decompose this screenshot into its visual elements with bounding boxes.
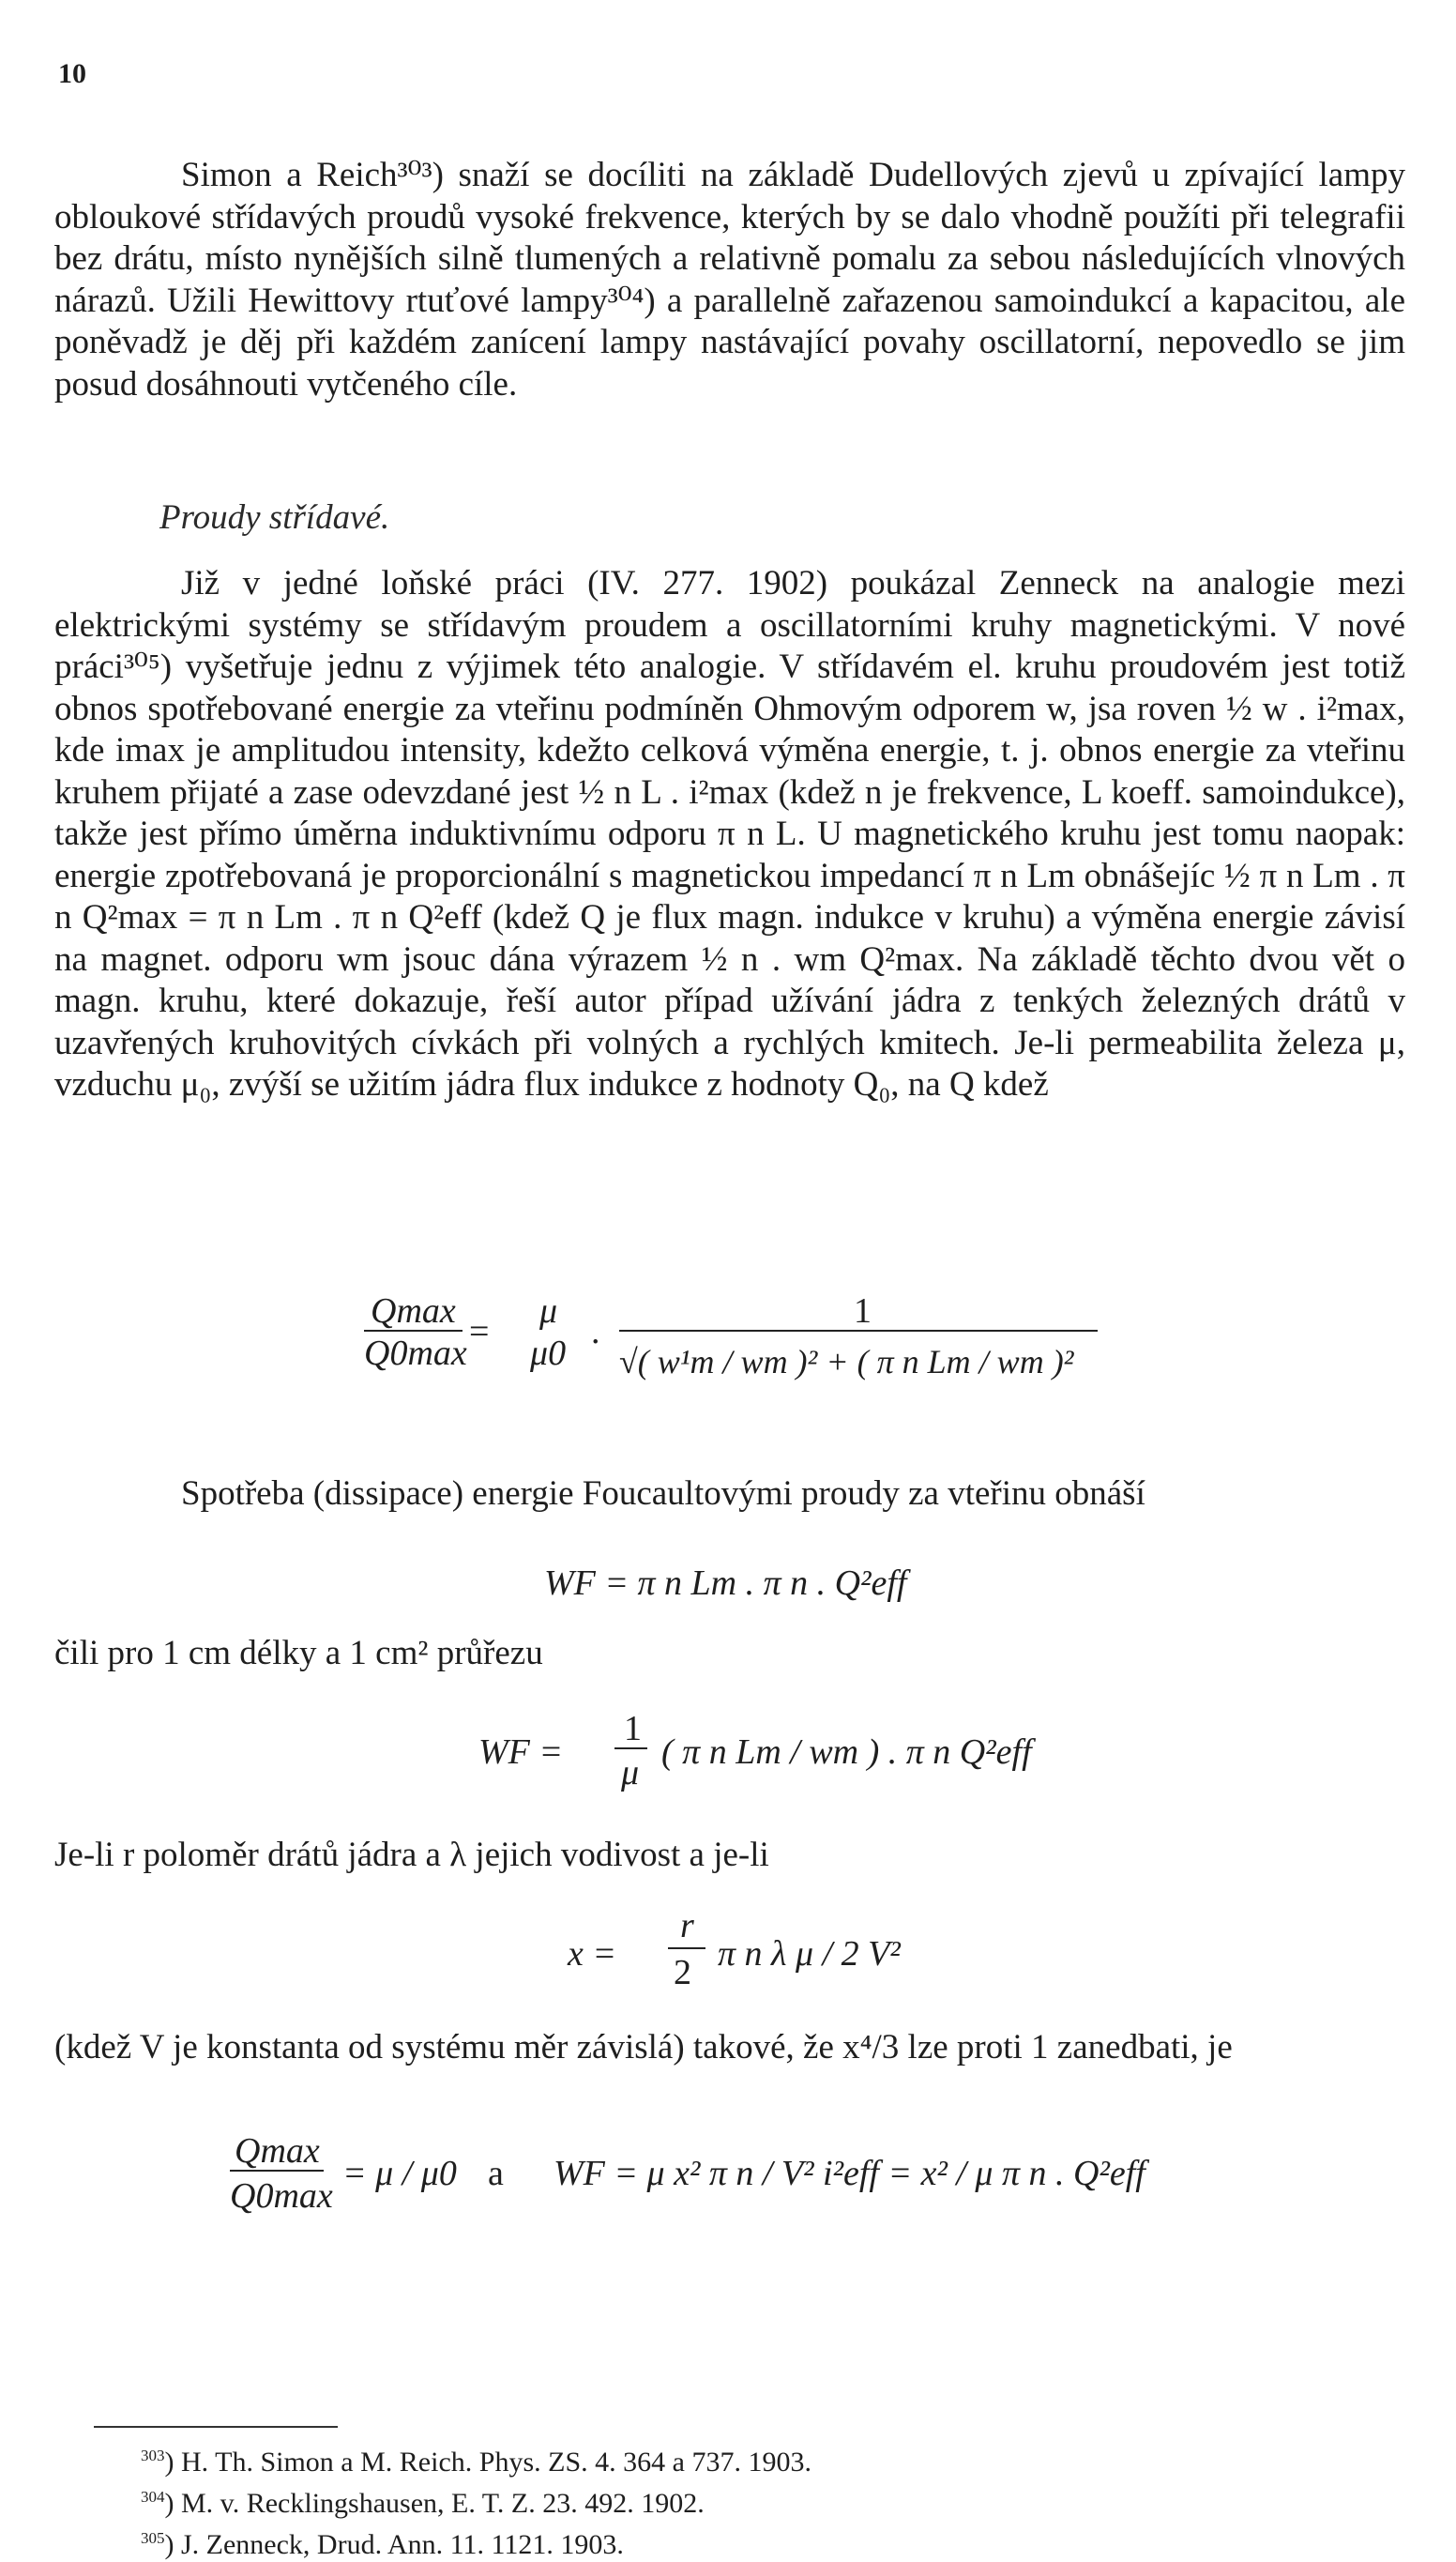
footnote-mark: 303 — [141, 2447, 165, 2464]
footnote-text: ) J. Zenneck, Drud. Ann. 11. 1121. 1903. — [164, 2529, 624, 2560]
footnote-mark: 304 — [141, 2488, 165, 2506]
eq1-mid-denominator: μ0 — [530, 1334, 567, 1373]
eq3-numerator: 1 — [624, 1709, 642, 1748]
eq4-lhs: x = — [568, 1934, 617, 1974]
eq2-text: WF = π n Lm . π n . Q²eff — [544, 1563, 907, 1603]
eq4-fraction-bar — [668, 1947, 705, 1949]
eq1-dot: . — [591, 1312, 600, 1351]
eq1-lhs-numerator: Qmax — [371, 1291, 456, 1331]
equation-flux-ratio — [0, 1290, 1456, 1431]
footnote-text: ) M. v. Recklingshausen, E. T. Z. 23. 492. 1902. — [164, 2488, 705, 2519]
eq5-and: a — [488, 2154, 504, 2193]
equation-final — [0, 2130, 1456, 2243]
eq3-fraction-bar — [614, 1747, 647, 1749]
eq1-fraction-bar — [364, 1330, 463, 1332]
footnote-divider — [94, 2426, 338, 2428]
eq5-lhs-numerator: Qmax — [235, 2131, 320, 2171]
paragraph-simon-reich: Simon a Reich³⁰³) snaží se docíliti na základě Dudellových zjevů u zpívající lampy obloukové střídavých proudů vysoké frekvence, kterých by se dalo vhodně použíti při telegrafii bez drátu, místo nynějších silně tlumených a relativně pomalu za sebou následujících vlnových nárazů. Užili Hewittovy rtuťové lampy³⁰⁴) a parallelně zařazenou samoindukcí a kapacitou, ale poněvadž je děj při každém zanícení lampy nastávající povahy oscillatorní, nepovedlo se jim posud dosáhnouti vytčeného cíle. — [54, 156, 1405, 404]
eq1-equals: = — [469, 1312, 490, 1351]
footnote-mark: 305 — [141, 2529, 165, 2547]
eq3-denominator: μ — [621, 1753, 640, 1792]
footnote-304 — [141, 2479, 811, 2521]
eq4-root: π n λ μ / 2 V² — [718, 1934, 901, 1974]
paragraph-radius: Je-li r poloměr drátů jádra a λ jejich vodivost a je-li — [54, 1836, 769, 1874]
eq1-rhs-numerator: 1 — [854, 1291, 872, 1331]
footnotes — [141, 2438, 811, 2562]
eq1-rhs-denominator: √( w¹m / wm )² + ( π n Lm / wm )² — [619, 1343, 1074, 1380]
page-number: 10 — [58, 58, 86, 89]
equation-wf — [0, 1703, 1456, 1807]
paragraph-per-cm: čili pro 1 cm délky a 1 cm² průřezu — [54, 1634, 543, 1672]
eq3-lhs: WF = — [478, 1732, 564, 1772]
eq4-denominator: 2 — [674, 1953, 691, 1992]
eq5-lhs-denominator: Q0max — [230, 2176, 333, 2216]
eq3-paren: ( π n Lm / wm ) . π n Q²eff — [661, 1732, 1032, 1772]
eq1-mid-numerator: μ — [539, 1291, 558, 1331]
eq5-rhs: WF = μ x² π n / V² i²eff = x² / μ π n . Q²eff — [554, 2154, 1145, 2193]
paragraph-dissipation: Spotřeba (dissipace) energie Foucaultovými proudy za vteřinu obnáší — [181, 1474, 1145, 1513]
equation-dissipation — [0, 1563, 1456, 1609]
paragraph-zenneck: Již v jedné loňské práci (IV. 277. 1902) poukázal Zenneck na analogie mezi elektrickými systémy se střídavým proudem a oscillatorními kruhy magnetickými. V nové práci³⁰⁵) vyšetřuje jednu z výjimek této analogie. V střídavém el. kruhu proudovém jest totiž obnos spotřebované energie za vteřinu podmíněn Ohmovým odporem w, jsa roven ½ w . i²max, kde imax je amplitudou intensity, kdežto celková výměna energie, t. j. obnos energie za vteřinu kruhem přijaté a zase odevzdané jest ½ n L . i²max (kdež n je frekvence, L koeff. samoindukce), takže jest přímo úměrna induktivnímu odporu π n L. U magnetického kruhu jest tomu naopak: energie zpotřebovaná je proporcionální s magnetickou impedancí π n Lm obnášejíc ½ π n Lm . π n Q²max = π n Lm . π n Q²eff (kdež Q je flux magn. indukce v kruhu) a výměna energie závisí na magnet. odporu wm jsouc dána výrazem ½ n . wm Q²max. Na základě těchto dvou vět o magn. kruhu, které dokazuje, řeší autor případ užívání jádra z tenkých železných drátů v uzavřených kruhovitých cívkách při volných a rychlých kmitech. Je-li permeabilita železa μ, vzduchu μ₀, zvýší se užitím jádra flux indukce z hodnoty Q₀, na Q kdež — [54, 564, 1405, 1104]
eq5-mid: = μ / μ0 — [342, 2154, 457, 2193]
section-heading: Proudy střídavé. — [159, 498, 390, 537]
eq1-lhs-denominator: Q0max — [364, 1334, 467, 1373]
footnote-305 — [141, 2521, 811, 2562]
eq5-fraction-bar — [230, 2170, 324, 2172]
paragraph-constant: (kdež V je konstanta od systému měr závislá) takové, že x⁴/3 lze proti 1 zanedbati, je — [54, 2028, 1233, 2066]
equation-x — [0, 1905, 1456, 2008]
eq4-numerator: r — [680, 1906, 694, 1945]
footnote-303 — [141, 2438, 811, 2479]
footnote-text: ) H. Th. Simon a M. Reich. Phys. ZS. 4. 364 a 737. 1903. — [164, 2447, 811, 2478]
eq1-rhs-bar — [619, 1330, 1098, 1332]
